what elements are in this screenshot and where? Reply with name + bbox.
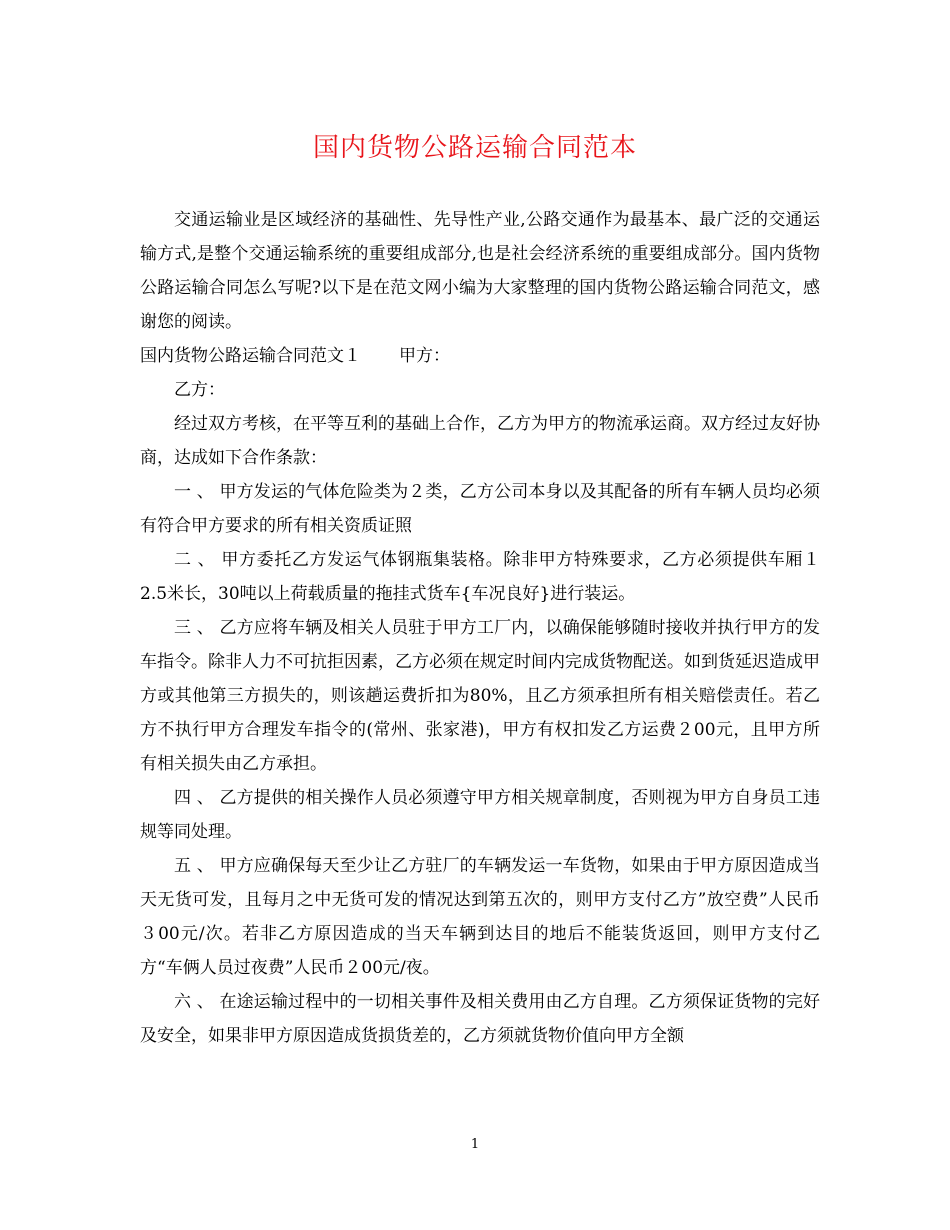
- clause-5: 五 、 甲方应确保每天至少让乙方驻厂的车辆发运一车货物，如果由于甲方原因造成当天无货可发，且每月之中无货可发的情况达到第五次的，则甲方支付乙方”放空费”人民币３00元/次。若非乙方原因造成的当天车辆到达目的地后不能装货返回，则甲方支付乙方“车俩人员过夜费”人民币２00元/夜。: [140, 856, 820, 978]
- sample-heading: 国内货物公路运输合同范文１: [140, 346, 361, 366]
- page-number: 1: [470, 1137, 480, 1152]
- clause-3: 三 、 乙方应将车辆及相关人员驻于甲方工厂内，以确保能够随时接收并执行甲方的发车指令。除非人力不可抗拒因素，乙方必须在规定时间内完成货物配送。如到货延迟造成甲方或其他第三方损失的，则该趟运费折扣为80%，且乙方须承担所有相关赔偿责任。若乙方不执行甲方合理发车指令的(常州、张家港)，甲方有权扣发乙方运费２00元，且甲方所有相关损失由乙方承担。: [140, 618, 820, 774]
- intro-paragraph: 交通运输业是区域经济的基础性、先导性产业,公路交通作为最基本、最广泛的交通运输方式,是整个交通运输系统的重要组成部分,也是社会经济系统的重要组成部分。国内货物公路运输合同怎么写呢?以下是在范文网小编为大家整理的国内货物公路运输合同范文，感谢您的阅读。: [140, 210, 820, 332]
- sample-heading-line: [140, 339, 820, 373]
- clause-6: 六 、 在途运输过程中的一切相关事件及相关费用由乙方自理。乙方须保证货物的完好及安全，如果非甲方原因造成货损货差的，乙方须就货物价值向甲方全额: [140, 992, 820, 1046]
- clause-4: 四 、 乙方提供的相关操作人员必须遵守甲方相关规章制度，否则视为甲方自身员工违规等同处理。: [140, 788, 820, 842]
- party-b-label: 乙方：: [174, 380, 225, 400]
- document-title: 国内货物公路运输合同范本: [312, 133, 637, 163]
- clause-1: 一 、 甲方发运的气体危险类为２类，乙方公司本身以及其配备的所有车辆人员均必须有符合甲方要求的所有相关资质证照: [140, 482, 820, 536]
- party-a-label: 甲方：: [399, 346, 450, 366]
- clause-2: 二 、 甲方委托乙方发运气体钢瓶集装格。除非甲方特殊要求，乙方必须提供车厢１2.5米长，30吨以上荷载质量的拖挂式货车{车况良好}进行装运。: [140, 550, 820, 604]
- document-body: [140, 203, 820, 1053]
- preamble-paragraph: 经过双方考核，在平等互利的基础上合作，乙方为甲方的物流承运商。双方经过友好协商，达成如下合作条款：: [140, 414, 820, 468]
